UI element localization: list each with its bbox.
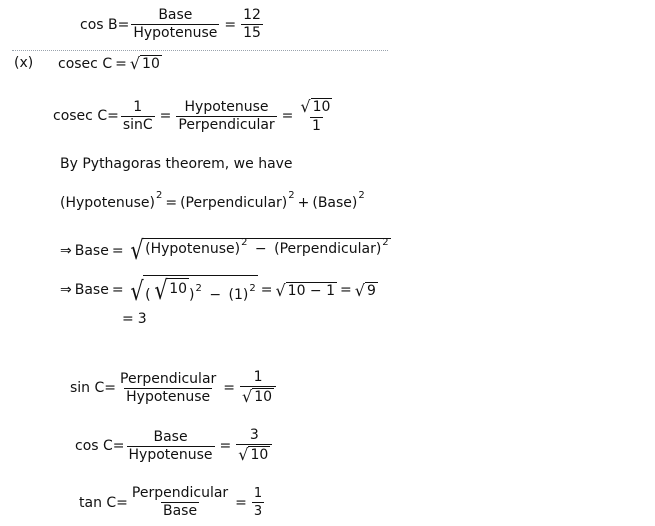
cosecC-equals-1: = [159, 108, 172, 124]
implies-arrow-1: ⇒ [60, 243, 72, 259]
base2-sqrt-inner [151, 278, 189, 304]
tanC-fraction [130, 486, 230, 519]
radical-sign: √ [275, 280, 286, 300]
cosC-lhs: cos C= [75, 438, 125, 454]
base2-equals-2: = [260, 282, 273, 298]
base2-exp-1: 2 [195, 283, 202, 294]
cosB-denominator: Hypotenuse [133, 25, 218, 41]
cosB-equals: = [224, 16, 237, 33]
cosB-fraction [131, 8, 219, 41]
pyth-plus: + [297, 195, 310, 211]
cosC-numerator: Base [153, 428, 188, 445]
radical-sign: √ [354, 280, 365, 300]
cosecC-equation [53, 98, 336, 134]
given-equation [58, 55, 162, 72]
tanC-denominator: Base [162, 503, 198, 519]
sinC-radicand: 10 [254, 389, 273, 405]
cosB-equation [80, 8, 265, 41]
implies-arrow-2: ⇒ [60, 282, 72, 298]
sinC-sqrt [242, 388, 274, 405]
cosC-sqrt [238, 446, 270, 463]
pyth-term-base: (Base) [312, 195, 358, 211]
base1-perp: (Perpendicular) [274, 241, 382, 257]
base1-exp-1: 2 [241, 237, 248, 248]
tanC-equation [79, 486, 266, 519]
base-equation-1 [60, 238, 391, 264]
section-divider [12, 50, 388, 51]
radical-sign: √ [129, 236, 144, 266]
pyth-term-hyp: (Hypotenuse) [60, 195, 155, 211]
sinC-lhs: sin C= [70, 380, 117, 396]
base2-open-paren: ( [145, 287, 151, 303]
pyth-exp-3: 2 [358, 189, 365, 201]
base-equation-3 [122, 311, 147, 327]
base2-sqrt-res1 [275, 282, 337, 299]
base1-lhs: Base [74, 243, 109, 259]
pythagoras-equation [60, 189, 365, 211]
radical-sign: √ [129, 277, 144, 307]
given-lhs: cosec C [58, 55, 113, 72]
radical-sign: √ [238, 445, 249, 464]
base2-exp-2: 2 [249, 283, 256, 294]
cosecC-frac2-num: Hypotenuse [184, 98, 269, 115]
base2-sqrt-res2 [355, 282, 378, 299]
cosecC-frac3 [298, 98, 334, 134]
base2-inner-radicand: 10 [167, 278, 189, 304]
base2-lhs: Base [74, 282, 109, 298]
given-equals: = [115, 55, 127, 72]
pyth-exp-2: 2 [288, 189, 295, 201]
cosecC-lhs: cosec C= [53, 108, 119, 124]
pyth-exp-1: 2 [155, 189, 163, 201]
cosecC-equals-2: = [281, 108, 294, 124]
sinC-result-den [240, 386, 276, 406]
base1-radicand [143, 238, 391, 264]
radical-sign: √ [300, 97, 311, 116]
base2-equals-1: = [111, 282, 124, 298]
tanC-result-num: 1 [253, 486, 263, 501]
cosecC-frac2 [176, 100, 276, 133]
cosecC-frac3-num [298, 98, 334, 117]
cosC-equals: = [219, 438, 232, 454]
cosB-lhs: cos B= [80, 16, 130, 33]
base3-equals: = [122, 311, 134, 327]
radical-sign: √ [129, 54, 141, 73]
cosecC-frac2-den: Perpendicular [178, 116, 275, 133]
sinC-equation [70, 370, 278, 406]
radical-sign: √ [242, 387, 253, 406]
base2-equals-3: = [340, 282, 352, 298]
base2-radicand [143, 275, 258, 305]
cosecC-frac1 [121, 100, 155, 133]
tanC-lhs: tan C= [79, 494, 128, 511]
base2-res1-radicand: 10 − 1 [287, 282, 336, 299]
cosC-fraction [127, 430, 215, 463]
sinC-result-num: 1 [253, 369, 263, 385]
sinC-equals: = [223, 380, 236, 396]
base1-sqrt [127, 238, 391, 264]
given-radicand: 10 [142, 56, 160, 72]
cosB-result [241, 8, 263, 41]
cosecC-radicand: 10 [312, 99, 331, 115]
tanC-result-den: 3 [253, 504, 263, 519]
cosC-radicand: 10 [250, 447, 269, 463]
pyth-equals: = [165, 195, 178, 211]
cosC-result [236, 428, 272, 464]
pythagoras-text: By Pythagoras theorem, we have [60, 156, 293, 172]
cosC-denominator: Hypotenuse [128, 446, 213, 463]
tanC-equals: = [235, 494, 247, 511]
cosC-result-den [236, 444, 272, 464]
base-equation-2 [60, 275, 378, 305]
cosecC-frac1-den: sinC [122, 116, 153, 133]
base1-hyp: (Hypotenuse) [145, 241, 241, 257]
base3-value: 3 [137, 311, 147, 327]
tanC-result [252, 486, 264, 519]
cosecC-sqrt [300, 98, 332, 115]
tanC-numerator: Perpendicular [131, 485, 229, 501]
base1-exp-2: 2 [382, 237, 389, 248]
base2-res2-radicand: 9 [366, 282, 376, 299]
cosC-result-num: 3 [249, 427, 259, 443]
pyth-term-perp: (Perpendicular) [180, 195, 288, 211]
sinC-result [240, 370, 276, 406]
cosecC-frac3-den: 1 [311, 118, 321, 134]
cosB-result-num: 12 [243, 7, 261, 23]
cosecC-frac1-num: 1 [133, 98, 143, 115]
base2-sqrt-outer [127, 275, 258, 305]
base1-equals: = [111, 243, 124, 259]
sinC-numerator: Perpendicular [120, 370, 217, 387]
radical-sign: √ [153, 276, 168, 306]
base1-minus: − [254, 241, 267, 257]
given-sqrt [130, 55, 162, 72]
cosB-numerator: Base [158, 7, 193, 23]
cosC-equation [75, 428, 274, 464]
sinC-denominator: Hypotenuse [126, 388, 211, 405]
base2-close-paren: ) [189, 287, 195, 303]
base2-one: (1) [228, 287, 249, 303]
part-label: (x) [14, 55, 34, 71]
base2-minus: − [209, 287, 222, 303]
cosB-result-den: 15 [243, 25, 261, 41]
sinC-fraction [118, 372, 218, 405]
